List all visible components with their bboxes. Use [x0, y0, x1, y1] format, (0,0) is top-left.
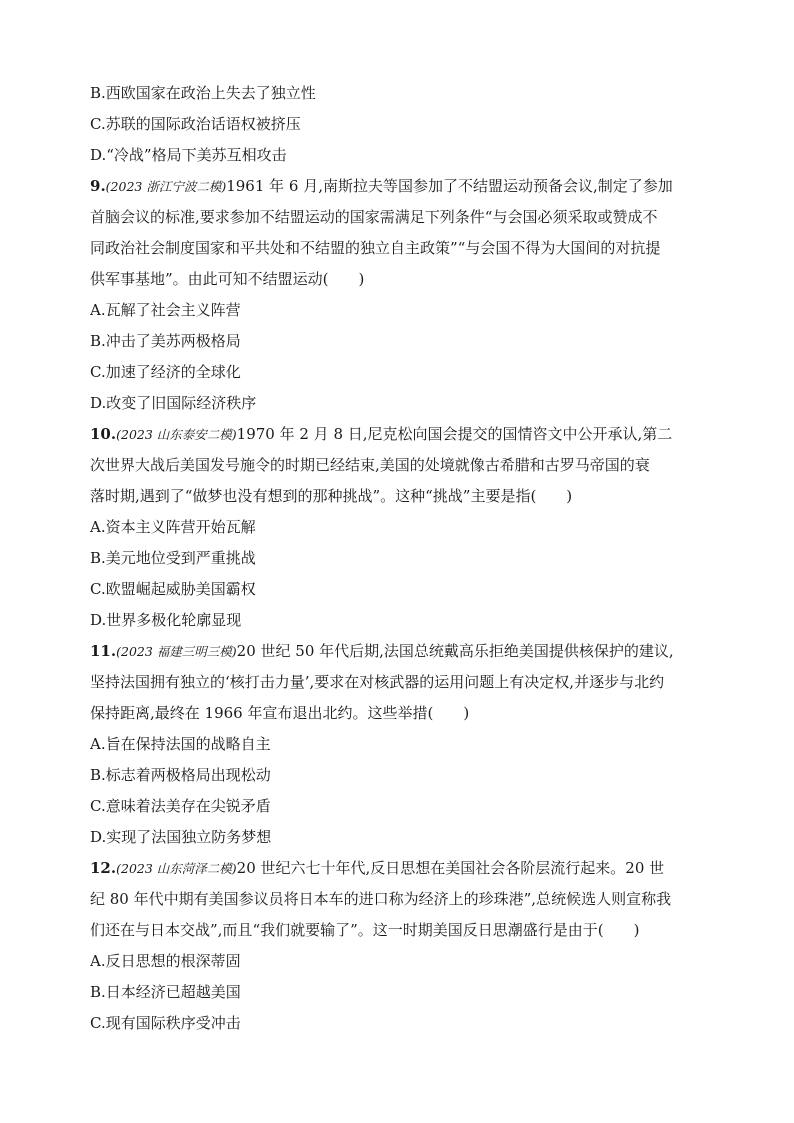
question-source: (2023 浙江宁波二模): [105, 179, 227, 194]
option-a: A.瓦解了社会主义阵营: [90, 301, 241, 319]
option-a: A.资本主义阵营开始瓦解: [90, 518, 256, 536]
option-a: A.旨在保持法国的战略自主: [90, 735, 271, 753]
option-d: D.实现了法国独立防务梦想: [90, 828, 272, 846]
question-stem-line: 落时期,遇到了“做梦也没有想到的那种挑战”。这种“挑战”主要是指( ): [90, 487, 573, 505]
option-b: B.冲击了美苏两极格局: [90, 332, 241, 350]
option-b: B.西欧国家在政治上失去了独立性: [90, 84, 316, 102]
option-c: C.加速了经济的全球化: [90, 363, 241, 381]
option-a: A.反日思想的根深蒂固: [90, 952, 241, 970]
question-stem-line: 们还在与日本交战”,而且“我们就要输了”。这一时期美国反日思潮盛行是由于( ): [90, 921, 640, 939]
question-12: [90, 853, 710, 1039]
question-10: [90, 419, 710, 636]
option-b: B.日本经济已超越美国: [90, 983, 241, 1001]
question-stem-line: 12.(2023 山东菏泽二模)20 世纪六七十年代,反日思想在美国社会各阶层流行起来。20 世: [90, 859, 665, 877]
option-d: D.世界多极化轮廓显现: [90, 611, 242, 629]
question-stem-line: 同政治社会制度国家和平共处和不结盟的独立自主政策”“与会国不得为大国间的对抗提: [90, 239, 661, 257]
question-9: [90, 171, 710, 419]
question-source: (2023 山东泰安二模): [116, 427, 237, 442]
question-source: (2023 福建三明三模): [116, 644, 237, 659]
option-c: C.苏联的国际政治话语权被挤压: [90, 115, 301, 133]
question-number: 9: [90, 177, 101, 195]
question-stem-line: 保持距离,最终在 1966 年宣布退出北约。这些举措( ): [90, 704, 470, 722]
question-stem-line: 纪 80 年代中期有美国参议员将日本车的进口称为经济上的珍珠港”,总统候选人则宣称我: [90, 890, 672, 908]
option-c: C.欧盟崛起威胁美国霸权: [90, 580, 256, 598]
question-stem-line: 11.(2023 福建三明三模)20 世纪 50 年代后期,法国总统戴高乐拒绝美国提供核保护的建议,: [90, 642, 674, 660]
option-d: D.“冷战”格局下美苏互相攻击: [90, 146, 287, 164]
question-number: 10: [90, 425, 111, 443]
question-number: 11: [90, 642, 111, 660]
question-stem-line: 坚持法国拥有独立的‘核打击力量’,要求在对核武器的运用问题上有决定权,并逐步与北约: [90, 673, 665, 691]
question-number: 12: [90, 859, 111, 877]
option-b: B.标志着两极格局出现松动: [90, 766, 271, 784]
question-11: [90, 636, 710, 853]
exam-page: [90, 78, 710, 1039]
option-c: C.现有国际秩序受冲击: [90, 1014, 241, 1032]
question-stem-line: 供军事基地”。由此可知不结盟运动( ): [90, 270, 365, 288]
option-c: C.意味着法美存在尖锐矛盾: [90, 797, 271, 815]
question-continued: [90, 78, 710, 171]
question-source: (2023 山东菏泽二模): [116, 861, 237, 876]
question-stem-line: 首脑会议的标准,要求参加不结盟运动的国家需满足下列条件“与会国必须采取或赞成不: [90, 208, 658, 226]
option-b: B.美元地位受到严重挑战: [90, 549, 256, 567]
question-stem-line: 次世界大战后美国发号施令的时期已经结束,美国的处境就像古希腊和古罗马帝国的衰: [90, 456, 650, 474]
question-stem-line: 10.(2023 山东泰安二模)1970 年 2 月 8 日,尼克松向国会提交的国情咨文中公开承认,第二: [90, 425, 673, 443]
question-stem-line: 9.(2023 浙江宁波二模)1961 年 6 月,南斯拉夫等国参加了不结盟运动预备会议,制定了参加: [90, 177, 673, 195]
option-d: D.改变了旧国际经济秩序: [90, 394, 257, 412]
